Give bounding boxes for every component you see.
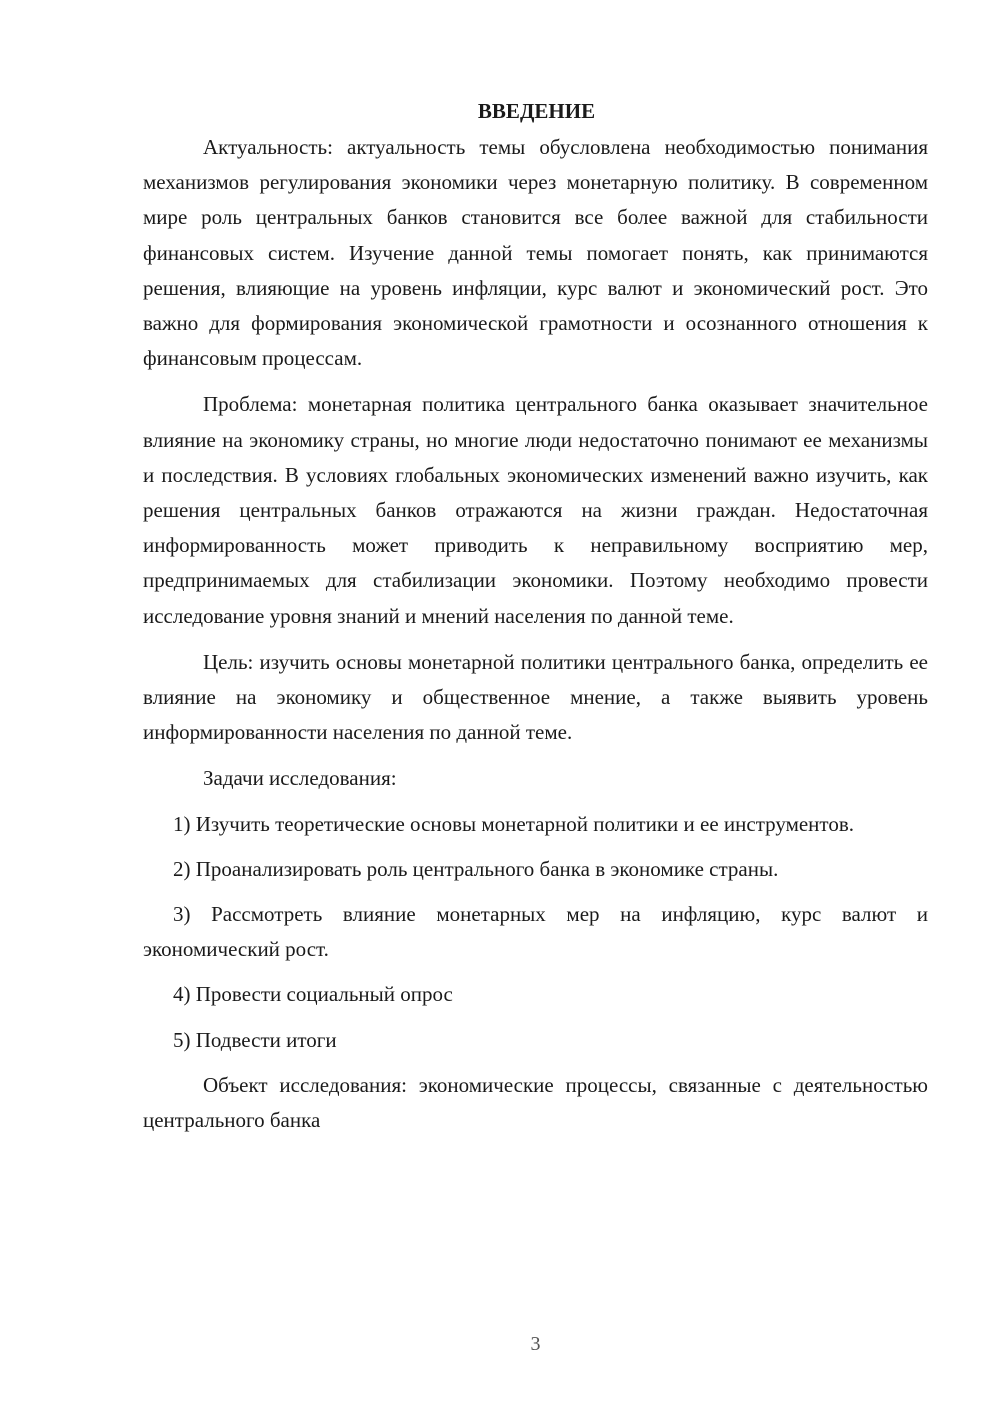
task-item-1: 1) Изучить теоретические основы монетарной политики и ее инструментов. [173,811,854,836]
task-item-3: 3) Рассмотреть влияние монетарных мер на инфляцию, курс валют и экономический рост. [143,902,928,962]
task-list [143,807,928,1058]
relevance-paragraph: Актуальность: актуальность темы обусловлена необходимостью понимания механизмов регулирования экономики через монетарную политику. В современном мире роль центральных банков становится все более важной для стабильности финансовых систем. Изучение данной темы помогает понять, как принимаются решения, влияющие на уровень инфляции, курс валют и экономический рост. Это важно для формирования экономической грамотности и осознанного отношения к финансовым процессам. [143,135,928,371]
document-page [143,95,928,1149]
goal-paragraph: Цель: изучить основы монетарной политики центрального банка, определить ее влияние на экономику и общественное мнение, а также выявить уровень информированности населения по данной теме. [143,649,928,745]
task-item-4: 4) Провести социальный опрос [173,982,453,1007]
object-paragraph: Объект исследования: экономические процессы, связанные с деятельностью центрального банка [143,1072,928,1133]
problem-paragraph: Проблема: монетарная политика центрального банка оказывает значительное влияние на экономику страны, но многие люди недостаточно понимают ее механизмы и последствия. В условиях глобальных экономических изменений важно изучить, как решения центральных банков отражаются на жизни граждан. Недостаточная информированность может приводить к неправильному восприятию мер, предпринимаемых для стабилизации экономики. Поэтому необходимо провести исследование уровня знаний и мнений населения по данной теме. [143,392,928,628]
page-number: 3 [530,1333,541,1355]
task-item-2: 2) Проанализировать роль центрального банка в экономике страны. [173,856,779,881]
section-title: ВВЕДЕНИЕ [477,99,596,123]
task-item-5: 5) Подвести итоги [173,1027,337,1052]
tasks-heading: Задачи исследования: [203,766,397,791]
